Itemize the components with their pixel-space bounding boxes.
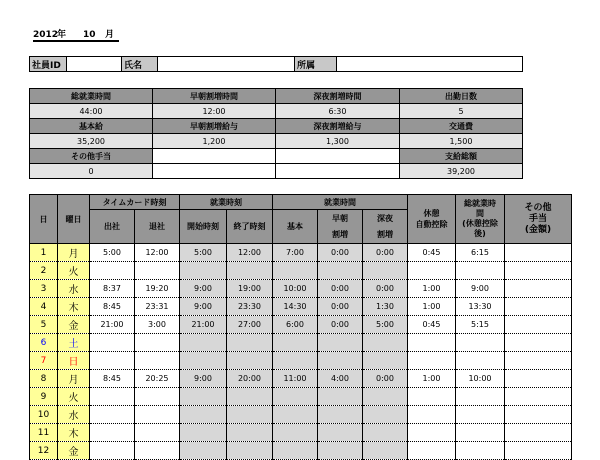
start-time-cell[interactable] [180,442,227,460]
table-row [30,424,572,442]
clock-in-cell[interactable]: 21:00 [90,316,135,334]
total-hours-cell[interactable] [456,352,505,370]
other-allowance-cell[interactable] [505,280,572,298]
end-time-cell[interactable] [227,388,273,406]
basic-hours-cell[interactable]: 14:30 [273,298,318,316]
day-cell: 3 [30,280,58,298]
start-time-cell[interactable] [180,334,227,352]
total-pay-header: 支給総額 [400,149,523,164]
clock-out-cell[interactable]: 12:00 [135,244,180,262]
other-allowance-header: その他手当 [30,149,153,164]
day-cell: 11 [30,424,58,442]
clock-in-cell[interactable] [90,334,135,352]
early-premium-cell[interactable] [318,442,363,460]
basic-hours-cell[interactable] [273,352,318,370]
break-cell[interactable] [408,352,456,370]
end-time-cell[interactable] [227,352,273,370]
base-pay-value: 35,200 [30,134,153,149]
summary-table [29,88,523,179]
other-allowance-cell[interactable] [505,424,572,442]
month-unit: 月 [105,30,115,40]
early-premium-cell[interactable]: 0:00 [318,280,363,298]
clock-out-cell[interactable]: 19:20 [135,280,180,298]
year-month-heading [33,27,119,42]
break-header-line1: 休憩 [423,209,440,218]
early-premium-cell[interactable]: 0:00 [318,316,363,334]
basic-hours-cell[interactable] [273,424,318,442]
basic-hours-header: 基本 [273,210,318,244]
night-hours-value: 6:30 [276,104,400,119]
other-allowance-cell[interactable] [505,370,572,388]
night-premium-cell[interactable]: 5:00 [363,316,408,334]
break-cell[interactable] [408,388,456,406]
total-header [456,195,505,244]
day-cell: 12 [30,442,58,460]
early-hours-header: 早朝割増時間 [153,89,276,104]
night-premium-cell[interactable]: 0:00 [363,280,408,298]
end-time-cell[interactable] [227,406,273,424]
transport-value: 1,500 [400,134,523,149]
night-premium-header [363,210,408,244]
work-time-header: 就業時刻 [180,195,273,210]
total-header-line2: 間 [476,209,484,218]
night-pay-value: 1,300 [276,134,400,149]
clock-out-cell[interactable] [135,442,180,460]
other-allowance-value: 0 [30,164,153,179]
break-cell[interactable]: 0:45 [408,244,456,262]
day-cell: 10 [30,406,58,424]
clock-in-cell[interactable] [90,406,135,424]
weekday-cell: 木 [58,424,90,442]
end-time-cell[interactable] [227,442,273,460]
total-header-line1: 総就業時 [464,199,496,208]
total-hours-cell[interactable]: 9:00 [456,280,505,298]
weekday-cell: 日 [58,352,90,370]
early-premium-header [318,210,363,244]
break-cell[interactable] [408,406,456,424]
clock-in-cell[interactable] [90,442,135,460]
break-header [408,195,456,244]
clock-in-cell[interactable]: 5:00 [90,244,135,262]
weekday-cell: 火 [58,262,90,280]
basic-hours-cell[interactable] [273,406,318,424]
total-header-line4: 後) [474,229,486,238]
night-premium-cell[interactable] [363,334,408,352]
early-premium-cell[interactable] [318,388,363,406]
break-cell[interactable] [408,262,456,280]
table-row [30,442,572,460]
end-time-cell[interactable]: 27:00 [227,316,273,334]
blank-cell [153,149,276,164]
start-time-cell[interactable]: 9:00 [180,280,227,298]
weekday-cell: 水 [58,280,90,298]
start-time-cell[interactable]: 5:00 [180,244,227,262]
table-row [30,370,572,388]
clock-in-header: 出社 [90,210,135,244]
day-cell: 7 [30,352,58,370]
clock-out-cell[interactable]: 20:25 [135,370,180,388]
early-premium-cell[interactable]: 0:00 [318,244,363,262]
start-time-header: 開始時刻 [180,210,227,244]
blank-cell [153,164,276,179]
basic-hours-cell[interactable]: 10:00 [273,280,318,298]
total-hours-cell[interactable]: 13:30 [456,298,505,316]
clock-in-cell[interactable] [90,388,135,406]
other-allowance-col-header [505,195,572,244]
break-header-line2: 自動控除 [415,220,448,229]
early-premium-cell[interactable] [318,352,363,370]
early-pay-value: 1,200 [153,134,276,149]
start-time-cell[interactable]: 9:00 [180,298,227,316]
other-allowance-cell[interactable] [505,388,572,406]
department-field[interactable] [337,57,523,72]
weekday-cell: 月 [58,244,90,262]
total-hours-cell[interactable] [456,388,505,406]
clock-out-cell[interactable] [135,262,180,280]
table-row [30,388,572,406]
basic-hours-cell[interactable]: 11:00 [273,370,318,388]
break-cell[interactable]: 0:45 [408,316,456,334]
night-premium-cell[interactable]: 0:00 [363,244,408,262]
clock-out-cell[interactable]: 23:31 [135,298,180,316]
other-header-line2: 手当 [528,213,547,224]
table-row [30,280,572,298]
basic-hours-cell[interactable] [273,442,318,460]
night-premium-cell[interactable] [363,442,408,460]
start-time-cell[interactable] [180,406,227,424]
day-cell: 5 [30,316,58,334]
day-cell: 2 [30,262,58,280]
daily-timesheet-table [29,194,572,460]
other-allowance-cell[interactable] [505,244,572,262]
early-premium-cell[interactable] [318,262,363,280]
early-pay-header: 早朝割増給与 [153,119,276,134]
clock-in-cell[interactable] [90,352,135,370]
table-row [30,316,572,334]
start-time-cell[interactable] [180,352,227,370]
break-cell[interactable]: 1:00 [408,298,456,316]
early-premium-cell[interactable] [318,406,363,424]
weekday-cell: 月 [58,370,90,388]
other-allowance-cell[interactable] [505,316,572,334]
night-premium-line1: 深夜 [377,213,393,223]
base-pay-header: 基本給 [30,119,153,134]
other-allowance-cell[interactable] [505,334,572,352]
basic-hours-cell[interactable]: 7:00 [273,244,318,262]
table-row [30,406,572,424]
basic-hours-cell[interactable] [273,262,318,280]
employee-id-label: 社員ID [30,57,67,72]
day-cell: 6 [30,334,58,352]
total-hours-cell[interactable] [456,442,505,460]
early-premium-cell[interactable] [318,334,363,352]
end-time-cell[interactable]: 19:00 [227,280,273,298]
total-hours-cell[interactable]: 6:15 [456,244,505,262]
day-cell: 4 [30,298,58,316]
clock-out-cell[interactable] [135,388,180,406]
clock-out-cell[interactable]: 3:00 [135,316,180,334]
early-premium-line1: 早朝 [332,213,348,223]
timecard-header: タイムカード時刻 [90,195,180,210]
start-time-cell[interactable] [180,388,227,406]
total-pay-value: 39,200 [400,164,523,179]
total-hours-header: 総就業時間 [30,89,153,104]
weekday-cell: 水 [58,406,90,424]
early-premium-cell[interactable]: 0:00 [318,298,363,316]
break-cell[interactable] [408,442,456,460]
night-pay-header: 深夜割増給与 [276,119,400,134]
month-value: 10 [83,30,96,40]
attendance-days-header: 出勤日数 [400,89,523,104]
night-premium-cell[interactable] [363,406,408,424]
employee-id-field[interactable] [67,57,122,72]
night-premium-cell[interactable] [363,352,408,370]
clock-in-cell[interactable]: 8:45 [90,298,135,316]
total-hours-cell[interactable]: 10:00 [456,370,505,388]
end-time-cell[interactable] [227,262,273,280]
blank-cell [276,149,400,164]
break-cell[interactable] [408,334,456,352]
name-label: 氏名 [122,57,158,72]
day-header: 日 [30,195,58,244]
clock-out-cell[interactable] [135,334,180,352]
department-label: 所属 [295,57,337,72]
night-premium-cell[interactable]: 0:00 [363,370,408,388]
night-hours-header: 深夜割増時間 [276,89,400,104]
early-premium-line2: 割増 [332,229,348,239]
blank-cell [276,164,400,179]
weekday-header: 曜日 [58,195,90,244]
other-header-line1: その他 [524,202,552,213]
total-hours-cell[interactable] [456,406,505,424]
weekday-cell: 木 [58,298,90,316]
clock-in-cell[interactable] [90,424,135,442]
daily-rows [30,244,572,460]
total-hours-value: 44:00 [30,104,153,119]
end-time-cell[interactable] [227,424,273,442]
night-premium-line2: 割増 [377,229,393,239]
table-row [30,334,572,352]
night-premium-cell[interactable] [363,424,408,442]
name-field[interactable] [158,57,295,72]
end-time-cell[interactable] [227,334,273,352]
break-cell[interactable] [408,424,456,442]
year-unit: 年 [57,30,67,40]
night-premium-cell[interactable] [363,388,408,406]
total-header-line3: (休憩控除 [462,219,498,228]
total-hours-cell[interactable] [456,334,505,352]
table-row [30,244,572,262]
basic-hours-cell[interactable] [273,388,318,406]
total-hours-cell[interactable] [456,262,505,280]
early-premium-cell[interactable] [318,424,363,442]
weekday-cell: 火 [58,388,90,406]
weekday-cell: 土 [58,334,90,352]
table-row [30,298,572,316]
end-time-cell[interactable]: 20:00 [227,370,273,388]
start-time-cell[interactable] [180,424,227,442]
break-cell[interactable]: 1:00 [408,280,456,298]
clock-in-cell[interactable]: 8:37 [90,280,135,298]
year-value: 2012 [33,30,59,40]
day-cell: 1 [30,244,58,262]
other-allowance-cell[interactable] [505,262,572,280]
total-hours-cell[interactable] [456,424,505,442]
end-time-cell[interactable]: 23:30 [227,298,273,316]
other-header-line3: (金額) [524,224,552,235]
work-hours-header: 就業時間 [273,195,408,210]
day-cell: 9 [30,388,58,406]
employee-info-table [29,56,523,72]
start-time-cell[interactable]: 9:00 [180,370,227,388]
clock-out-cell[interactable] [135,406,180,424]
night-premium-cell[interactable] [363,262,408,280]
other-allowance-cell[interactable] [505,442,572,460]
end-time-cell[interactable]: 12:00 [227,244,273,262]
clock-in-cell[interactable]: 8:45 [90,370,135,388]
other-allowance-cell[interactable] [505,406,572,424]
basic-hours-cell[interactable] [273,334,318,352]
table-row [30,262,572,280]
clock-out-cell[interactable] [135,424,180,442]
transport-header: 交通費 [400,119,523,134]
start-time-cell[interactable] [180,262,227,280]
basic-hours-cell[interactable]: 6:00 [273,316,318,334]
other-allowance-cell[interactable] [505,298,572,316]
clock-out-cell[interactable] [135,352,180,370]
early-hours-value: 12:00 [153,104,276,119]
night-premium-cell[interactable]: 1:30 [363,298,408,316]
attendance-days-value: 5 [400,104,523,119]
early-premium-cell[interactable]: 4:00 [318,370,363,388]
other-allowance-cell[interactable] [505,352,572,370]
weekday-cell: 金 [58,316,90,334]
end-time-header: 終了時刻 [227,210,273,244]
start-time-cell[interactable]: 21:00 [180,316,227,334]
weekday-cell: 金 [58,442,90,460]
clock-out-header: 退社 [135,210,180,244]
table-row [30,352,572,370]
clock-in-cell[interactable] [90,262,135,280]
total-hours-cell[interactable]: 5:15 [456,316,505,334]
day-cell: 8 [30,370,58,388]
break-cell[interactable]: 1:00 [408,370,456,388]
